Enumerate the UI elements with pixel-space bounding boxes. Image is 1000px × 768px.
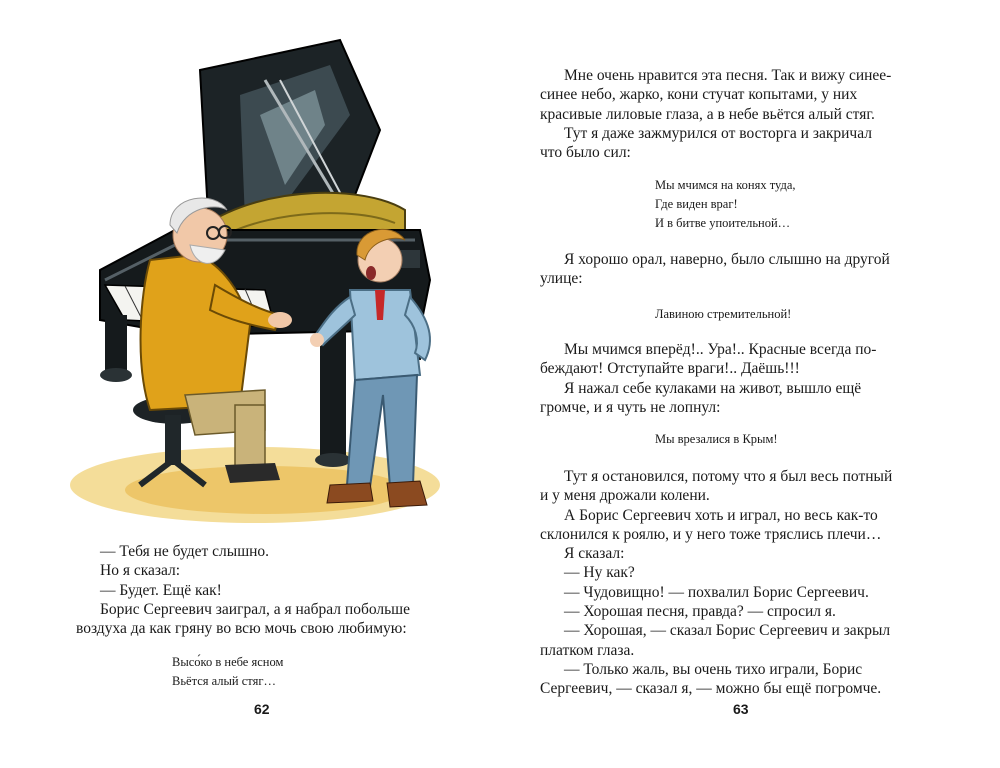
right-verse-3 [655,430,778,449]
text-line: и у меня дрожали колени. [540,487,710,505]
text-line: громче, и я чуть не лопнул: [540,398,721,416]
right-text-block-2 [540,250,932,289]
text-line: платком глаза. [540,641,635,659]
verse-line: Где виден враг! [655,197,738,211]
text-line: синее небо, жарко, кони стучат копытами, у них [540,86,858,104]
paragraph-line: Борис Сергеевич заиграл, а я набрал побольше [100,600,410,618]
right-verse-2 [655,305,791,324]
text-line: — Только жаль, вы очень тихо играли, Борис [564,660,863,678]
text-line: Тут я даже зажмурился от восторга и закричал [564,124,872,142]
dialogue-line: — Будет. Ещё как! [100,581,222,599]
text-line: — Ну как? [564,564,635,582]
verse-line: Вьётся алый стяг… [172,674,276,688]
text-line: красивые лиловые глаза, а в небе вьётся алый стяг. [540,105,875,123]
verse-line: Лавиною стремительной! [655,307,792,321]
text-line: — Хорошая, — сказал Борис Сергеевич и закрыл [564,622,891,640]
text-line: беждают! Отступайте враги!.. Даёшь!!! [540,360,800,378]
paragraph-line: воздуха да как гряну во всю мочь свою любимую: [76,620,407,638]
page-number-right: 63 [733,701,749,717]
right-verse-1 [655,176,796,233]
text-line: Я хорошо орал, наверно, было слышно на другой [564,251,890,268]
text-line: А Борис Сергеевич хоть и играл, но весь как-то [564,506,878,524]
text-line: — Чудовищно! — похвалил Борис Сергеевич. [564,583,869,601]
verse-line: И в битве упоительной… [655,216,791,230]
text-line: что было сил: [540,144,631,162]
text-line: Мы мчимся вперёд!.. Ура!.. Красные всегда по- [564,341,877,358]
dialogue-line: Но я сказал: [100,562,181,580]
pianist-and-boy-illustration [65,35,450,525]
text-line: склонился к роялю, и у него тоже тряслись плечи… [540,525,882,543]
verse-line: Мы врезалися в Крым! [655,432,778,446]
verse-line: Высо́ко в небе ясном [172,655,284,669]
text-line: Тут я остановился, потому что я был весь потный [564,468,893,485]
right-text-block-4 [540,467,932,699]
text-line: Мне очень нравится эта песня. Так и вижу синее- [564,67,892,84]
text-line: Я сказал: [564,545,625,563]
page-number-left: 62 [254,701,270,717]
text-line: улице: [540,270,583,288]
right-page [500,0,1000,768]
text-line: Я нажал себе кулаками на живот, вышло ещё [564,379,862,397]
dialogue-line: — Тебя не будет слышно. [100,543,270,560]
text-line: Сергеевич, — сказал я, — можно бы ещё погромче. [540,680,882,698]
text-line: — Хорошая песня, правда? — спросил я. [564,603,836,621]
right-text-block-1 [540,66,932,162]
left-verse [172,653,283,691]
verse-line: Мы мчимся на конях туда, [655,178,796,192]
left-text-block [76,542,446,638]
right-text-block-3 [540,340,932,417]
